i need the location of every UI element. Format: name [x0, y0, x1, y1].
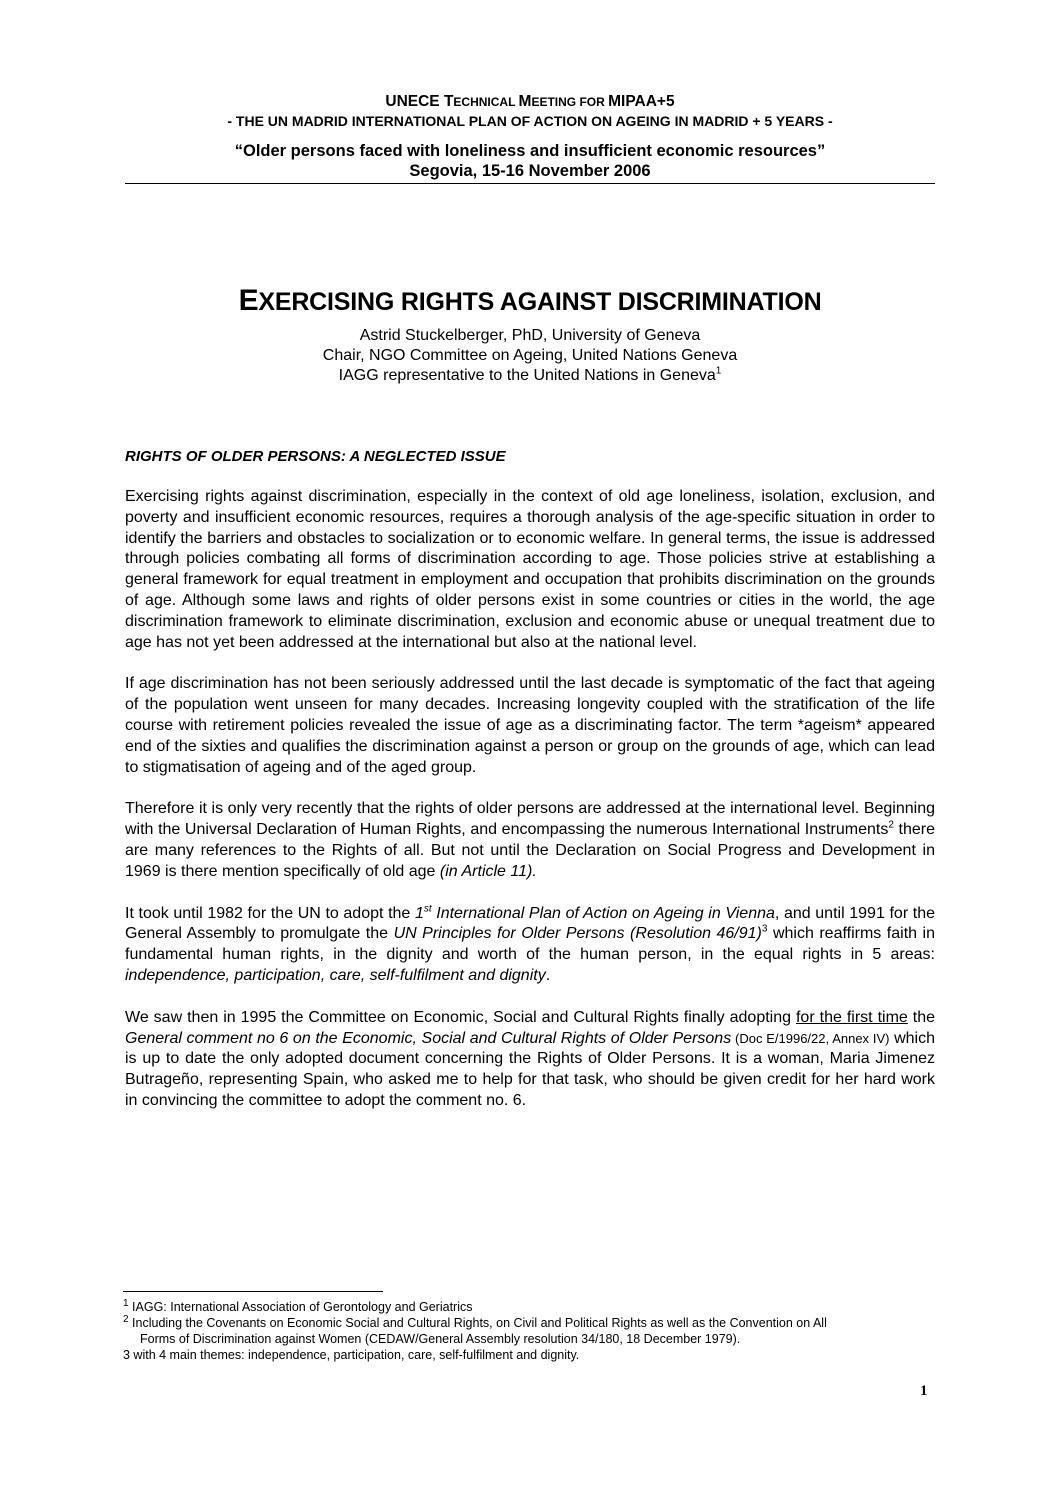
footnote-ref-2: 2: [888, 819, 894, 831]
paragraph-3: Therefore it is only very recently that the rights of older persons are addressed at the international level. Beginning with the Universal Declaration of Human Rights, and encompassing the numerous International Instruments$^2$ there are many references to the Rights of all. But not until the Declaration on Social Progress and Development in 1969 is there mention specifically of old age (in Article 11).: [125, 800, 935, 880]
footnote-ref-1: 1: [715, 365, 722, 377]
author-line-2: Chair, NGO Committee on Ageing, United Nations Geneva: [322, 347, 738, 364]
meeting-place-date: Segovia, 15-16 November 2006: [409, 162, 651, 180]
footnotes: [123, 1299, 933, 1363]
header-divider: [125, 183, 935, 184]
footnote-1: $^1$ IAGG: International Association of Gerontology and Geriatrics: [123, 1297, 473, 1314]
author-block: [125, 326, 935, 386]
document-page: [125, 92, 935, 1112]
meeting-theme: “Older persons faced with loneliness and insufficient economic resources”: [234, 142, 826, 160]
paragraph-2: If age discrimination has not been seriously addressed until the last decade is symptomatic of the fact that ageing of the population went unseen for many decades. Increasing longevity coupled with the stratification of the life course with retirement policies revealed the issue of age as a discriminating factor. The term *ageism* appeared end of the sixties and qualifies the discrimination against a person or group on the grounds of age, which can lead to stigmatisation of ageing and of the aged group.: [125, 675, 935, 776]
meeting-header-line2: - THE UN MADRID INTERNATIONAL PLAN OF ACTION ON AGEING IN MADRID + 5 YEARS -: [227, 113, 833, 129]
footnote-divider: [123, 1291, 383, 1292]
paragraph-5: We saw then in 1995 the Committee on Economic, Social and Cultural Rights finally adopting for the first time the General comment no 6 on the Economic, Social and Cultural Rights of Older Persons (Doc E/1996/22, Annex IV) which is up to date the only adopted document concerning the Rights of Older Persons. It is a woman, Maria Jimenez Butrageño, representing Spain, who asked me to help for that task, who should be given credit for her hard work in convincing the committee to adopt the comment no. 6.: [125, 1008, 936, 1109]
document-title: EXERCISING RIGHTS AGAINST DISCRIMINATION: [238, 284, 822, 317]
footnote-2: $^2$ Including the Covenants on Economic Social and Cultural Rights, on Civil and Political Rights as well as the Convention on All: [123, 1313, 827, 1330]
meeting-header-line1: UNECE TECHNICAL MEETING FOR MIPAA+5: [385, 93, 675, 110]
author-line-3: IAGG representative to the United Nations in Geneva$^1$: [338, 365, 722, 384]
footnote-ref-3: 3: [761, 924, 768, 936]
author-line-1: Astrid Stuckelberger, PhD, University of Geneva: [359, 327, 701, 344]
section-heading: RIGHTS OF OLDER PERSONS: A NEGLECTED ISSUE: [125, 448, 506, 465]
page-number: 1: [920, 1383, 928, 1399]
paragraph-4: It took until 1982 for the UN to adopt the 1st International Plan of Action on Ageing in Vienna, and until 1991 for the General Assembly to promulgate the UN Principles for Older Persons (Resolution 46/91)$^3$ which reaffirms faith in fundamental human rights, in the dignity and worth of the human person, in the equal rights in 5 areas: independence, participation, care, self-fulfilment and dignity.: [125, 903, 936, 984]
footnote-3: 3 with 4 main themes: independence, participation, care, self-fulfilment and dignity.: [123, 1348, 580, 1362]
paragraph-1: Exercising rights against discrimination, especially in the context of old age loneliness, isolation, exclusion, and poverty and insufficient economic resources, requires a thorough analysis of the age-specific situation in order to identify the barriers and obstacles to socialization or to economic welfare. In general terms, the issue is addressed through policies combating all forms of discrimination according to age. Those policies strive at establishing a general framework for equal treatment in employment and occupation that prohibits discrimination on the grounds of age. Although some laws and rights of older persons exist in some countries or cities in the world, the age discrimination framework to eliminate discrimination, exclusion and economic abuse or unequal treatment due to age has not yet been addressed at the international but also at the national level.: [125, 488, 935, 651]
footnote-2-continued: Forms of Discrimination against Women (CEDAW/General Assembly resolution 34/180, 18 December 1979).: [140, 1332, 741, 1346]
